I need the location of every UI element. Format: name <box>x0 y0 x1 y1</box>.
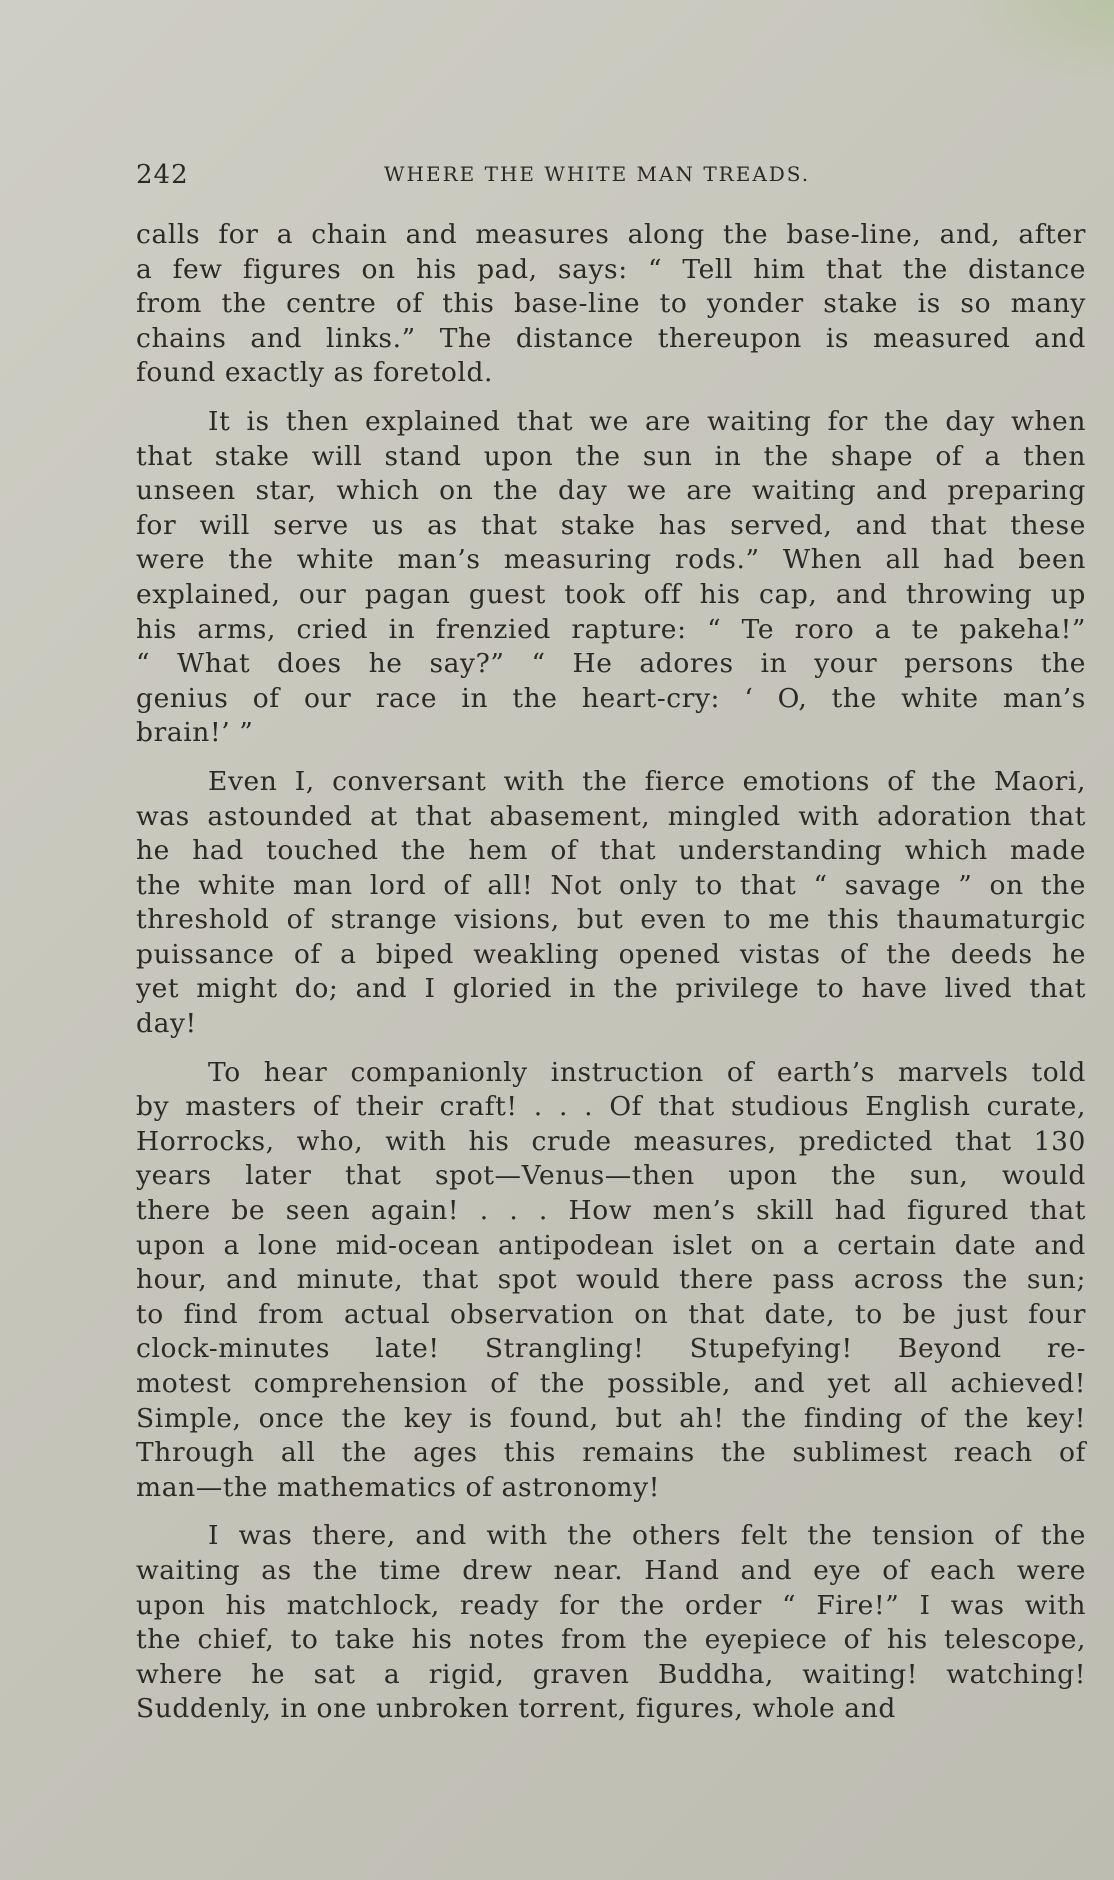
paper-stain <box>954 0 1114 90</box>
paragraph <box>136 218 1086 391</box>
text-line: calls for a chain and measures along the base-line, and, after <box>136 219 1086 250</box>
text-line: the chief, to take his notes from the eyepiece of his telescope, <box>136 1624 1086 1656</box>
text-line: that stake will stand upon the sun in the shape of a then <box>136 440 1086 472</box>
paragraph <box>136 1519 1086 1727</box>
text-line: threshold of strange visions, but even to me this thaumaturgic <box>136 904 1086 936</box>
text-line: day! <box>136 1008 197 1040</box>
text-line: chains and links.” The distance thereupon is measured and <box>136 322 1086 354</box>
text-line: Through all the ages this remains the sublimest reach of <box>136 1437 1086 1469</box>
text-line: unseen star, which on the day we are waiting and preparing <box>136 475 1086 507</box>
paragraph <box>136 765 1086 1042</box>
text-line: his arms, cried in frenzied rapture: “ Te roro a te pakeha!” <box>136 613 1086 645</box>
text-line: were the white man’s measuring rods.” When all had been <box>136 544 1086 576</box>
text-line: puissance of a biped weakling opened vistas of the deeds he <box>136 938 1086 970</box>
text-line: clock-minutes late! Strangling! Stupefying! Beyond re- <box>136 1333 1086 1365</box>
text-line: to find from actual observation on that date, to be just four <box>136 1298 1086 1330</box>
text-line: Suddenly, in one unbroken torrent, figures, whole and <box>136 1693 896 1725</box>
paragraph-gap <box>136 1505 1086 1519</box>
text-line: Simple, once the key is found, but ah! the finding of the key! <box>136 1402 1086 1434</box>
text-line: Even I, conversant with the fierce emotions of the Maori, <box>208 765 1086 797</box>
text-line: “ What does he say?” “ He adores in your persons the <box>136 648 1086 680</box>
paragraph-gap <box>136 1042 1086 1056</box>
text-line: It is then explained that we are waiting for the day when <box>208 405 1086 437</box>
text-line: yet might do; and I gloried in the privilege to have lived that <box>136 973 1086 1005</box>
text-line: To hear companionly instruction of earth’s marvels told <box>208 1056 1086 1088</box>
text-line: I was there, and with the others felt the tension of the <box>208 1520 1086 1552</box>
text-line: there be seen again! . . . How men’s skill had figured that <box>136 1195 1086 1227</box>
body-text <box>136 218 1086 1727</box>
running-head: WHERE THE WHITE MAN TREADS. <box>384 162 811 186</box>
text-line: from the centre of this base-line to yonder stake is so many <box>136 288 1086 320</box>
text-line: was astounded at that abasement, mingled with adoration that <box>136 800 1086 832</box>
paragraph <box>136 405 1086 751</box>
paragraph-gap <box>136 391 1086 405</box>
text-line: by masters of their craft! . . . Of that studious English curate, <box>136 1091 1086 1123</box>
text-line: where he sat a rigid, graven Buddha, waiting! watching! <box>136 1658 1086 1690</box>
text-line: upon a lone mid-ocean antipodean islet on a certain date and <box>136 1229 1086 1261</box>
text-line: he had touched the hem of that understanding which made <box>136 835 1086 867</box>
text-line: hour, and minute, that spot would there pass across the sun; <box>136 1264 1086 1296</box>
paragraph-gap <box>136 751 1086 765</box>
page-number: 242 <box>136 160 189 190</box>
text-line: a few figures on his pad, says: “ Tell him that the distance <box>136 253 1086 285</box>
text-line: brain!’ ” <box>136 717 254 749</box>
text-line: for will serve us as that stake has served, and that these <box>136 509 1086 541</box>
text-line: genius of our race in the heart-cry: ‘ O, the white man’s <box>136 682 1086 714</box>
text-line: man—the mathematics of astronomy! <box>136 1471 660 1503</box>
text-line: years later that spot—Venus—then upon the sun, would <box>136 1160 1086 1192</box>
text-line: waiting as the time drew near. Hand and eye of each were <box>136 1554 1086 1586</box>
text-line: motest comprehension of the possible, and yet all achieved! <box>136 1368 1086 1399</box>
text-line: Horrocks, who, with his crude measures, predicted that 130 <box>136 1125 1086 1157</box>
page-header <box>136 156 1086 196</box>
paragraph <box>136 1056 1086 1506</box>
text-line: found exactly as foretold. <box>136 357 494 389</box>
text-line: the white man lord of all! Not only to that “ savage ” on the <box>136 869 1086 901</box>
text-line: explained, our pagan guest took off his cap, and throwing up <box>136 578 1086 610</box>
text-line: upon his matchlock, ready for the order “ Fire!” I was with <box>136 1589 1086 1621</box>
